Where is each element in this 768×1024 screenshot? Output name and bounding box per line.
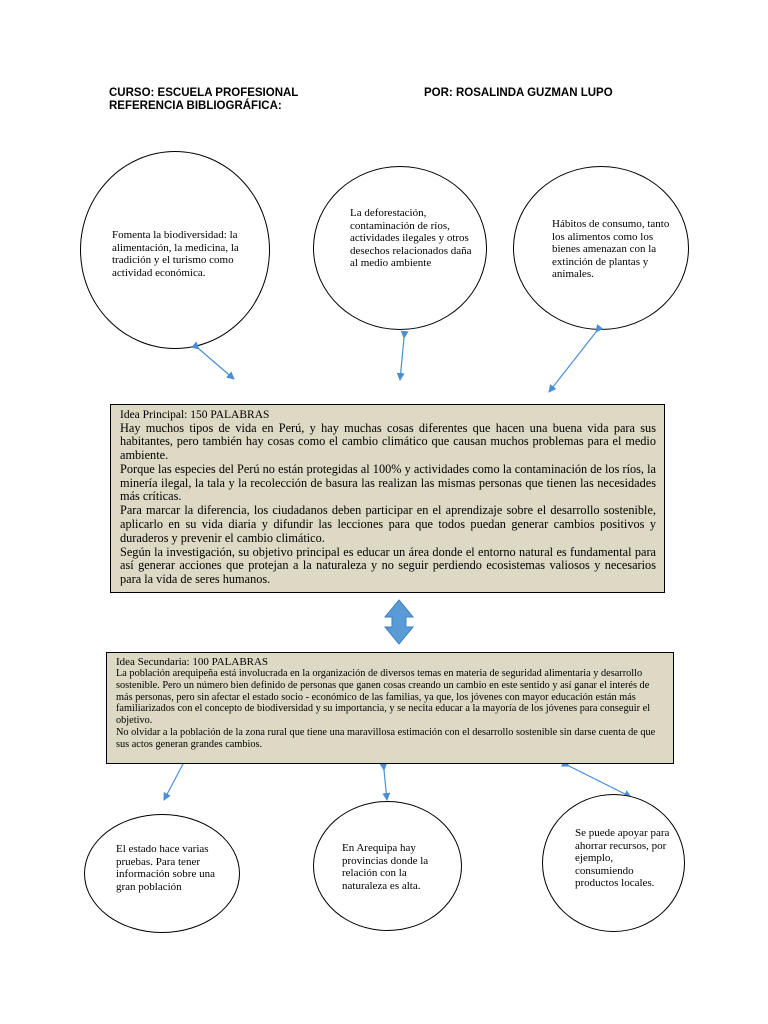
main-idea-paragraph: Según la investigación, su objetivo principal es educar un área donde el entorno natural es fundamental para así generar acciones que protejan a la naturaleza y no seguir perdiendo ecosistemas valiosos y necesarios para la vida de seres humanos. — [120, 544, 656, 587]
main-idea-paragraph: Porque las especies del Perú no están protegidas al 100% y actividades como la contaminación de los ríos, la minería ilegal, la tala y la recolección de basura las realizan las mismas personas que tienen las necesidades más críticas. — [120, 461, 656, 504]
bottom-oval-resources-text: Se puede apoyar para ahorrar recursos, por ejemplo, consumiendo productos locales. — [575, 827, 670, 890]
secondary-idea-title: Idea Secundaria: 100 PALABRAS — [116, 656, 269, 668]
secondary-idea-paragraph: La población arequipeña está involucrada en la organización de diversos temas en materia de seguridad alimentaria y desarrollo sostenible. Pero un número bien definido de personas que ganen cosas creando un cambio en este sentido y así ganar el interés de más personas, pero sin afectar el estado socio - económico de las familias, ya que, los jóvenes con mayor educación están más familiarizados con el concepto de biodiversidad y su importancia, y se necita educar a la mayoría de los jóvenes para conseguir el objetivo. — [116, 668, 651, 727]
author-label: POR: ROSALINDA GUZMAN LUPO — [424, 87, 613, 99]
connector-top-right — [549, 332, 596, 392]
main-idea-box — [110, 404, 665, 593]
top-oval-consumption-text: Hábitos de consumo, tanto los alimentos como los bienes amenazan con la extinción de plantas y animales. — [552, 218, 670, 281]
top-oval-biodiversity-text: Fomenta la biodiversidad: la alimentación, la medicina, la tradición y el turismo como actividad económica. — [112, 229, 239, 279]
secondary-idea-box — [106, 652, 674, 764]
double-block-arrow — [385, 600, 413, 644]
main-idea-title: Idea Principal: 150 PALABRAS — [120, 409, 270, 421]
course-label: CURSO: ESCUELA PROFESIONAL — [109, 87, 299, 99]
connector-top-middle — [400, 338, 404, 380]
bottom-oval-state-text: El estado hace varias pruebas. Para tener información sobre una gran población — [116, 843, 215, 893]
reference-label: REFERENCIA BIBLIOGRÁFICA: — [109, 100, 282, 112]
top-oval-deforestation-text: La deforestación, contaminación de ríos, actividades ilegales y otros desechos relacionados daña al medio ambiente — [350, 207, 472, 270]
main-idea-paragraph: Para marcar la diferencia, los ciudadanos deben participar en el aprendizaje sobre el desarrollo sostenible, aplicarlo en su vida diaria y difundir las lecciones para que todos puedan generar cambios positivos y duraderos y prevenir el cambio climático. — [120, 503, 656, 545]
connector-bottom-middle — [384, 770, 387, 800]
connector-bottom-left — [164, 764, 183, 800]
connector-top-left — [199, 349, 234, 379]
secondary-idea-paragraph: No olvidar a la población de la zona rural que tiene una maravillosa estimación con el desarrollo sostenible sin darse cuenta de que sus actos generan grandes cambios. — [116, 726, 656, 750]
main-idea-paragraph: Hay muchos tipos de vida en Perú, y hay muchas cosas diferentes que hacen una buena vida para sus habitantes, pero también hay cosas como el cambio climático que causan muchos problemas para el medio ambiente. — [120, 420, 656, 463]
connector-bottom-right — [569, 766, 631, 797]
bottom-oval-arequipa-text: En Arequipa hay provincias donde la relación con la naturaleza es alta. — [342, 842, 429, 892]
